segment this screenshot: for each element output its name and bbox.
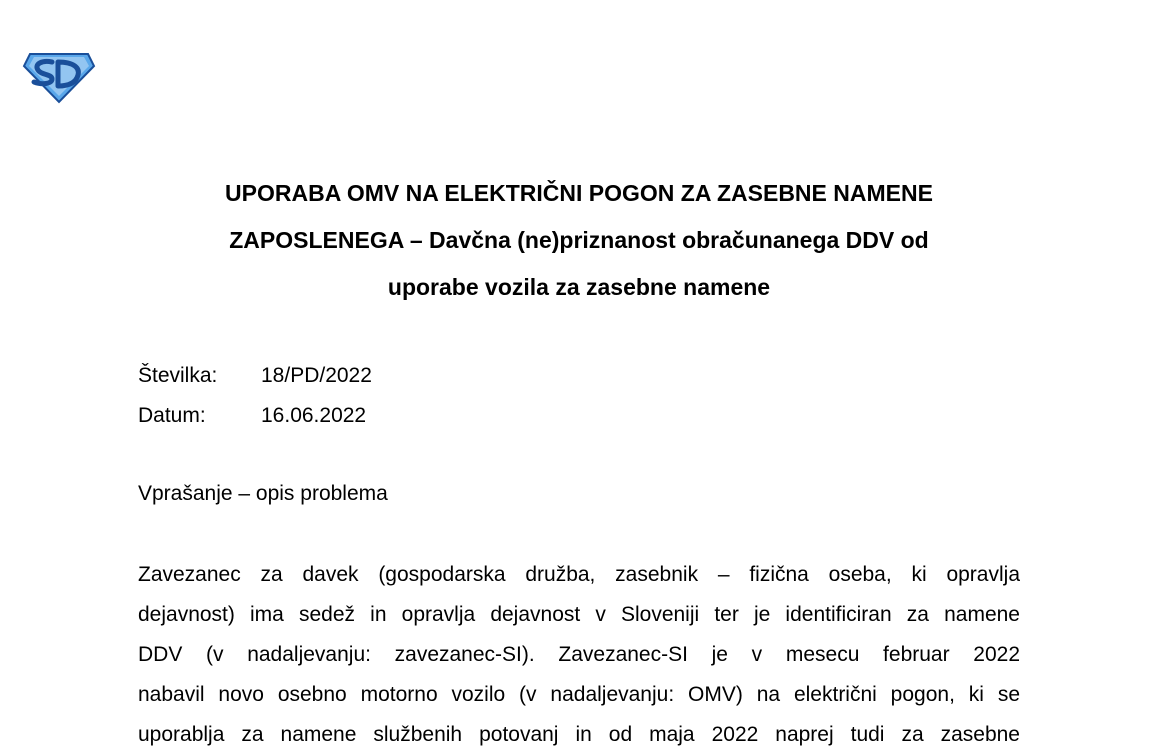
title-line-1: UPORABA OMV NA ELEKTRIČNI POGON ZA ZASEBNE NAMENE <box>225 180 933 206</box>
meta-number-value: 18/PD/2022 <box>261 364 372 387</box>
meta-date-value: 16.06.2022 <box>261 404 367 427</box>
body-line: uporablja za namene službenih potovanj in od maja 2022 naprej tudi za zasebne <box>138 723 1020 746</box>
document-title <box>120 170 1038 311</box>
meta-number-label: Številka: <box>138 364 218 387</box>
body-line: nabavil novo osebno motorno vozilo (v nadaljevanju: OMV) na električni pogon, ki se <box>138 683 1020 706</box>
body-line: Zavezanec za davek (gospodarska družba, zasebnik – fizična oseba, ki opravlja <box>138 563 1020 586</box>
meta-date-row <box>138 396 372 436</box>
meta-number-row <box>138 356 372 396</box>
body-line: DDV (v nadaljevanju: zavezanec-SI). Zavezanec-SI je v mesecu februar 2022 <box>138 643 1020 666</box>
body-line: dejavnost) ima sedež in opravlja dejavnost v Sloveniji ter je identificiran za namene <box>138 603 1020 626</box>
meta-date-label: Datum: <box>138 404 206 427</box>
body-paragraph <box>138 555 1020 755</box>
company-logo <box>22 48 96 104</box>
document-meta <box>138 356 372 436</box>
section-heading: Vprašanje – opis problema <box>138 482 388 505</box>
title-line-3: uporabe vozila za zasebne namene <box>387 274 771 300</box>
title-line-2: ZAPOSLENEGA – Davčna (ne)priznanost obračunanega DDV od <box>229 227 929 253</box>
